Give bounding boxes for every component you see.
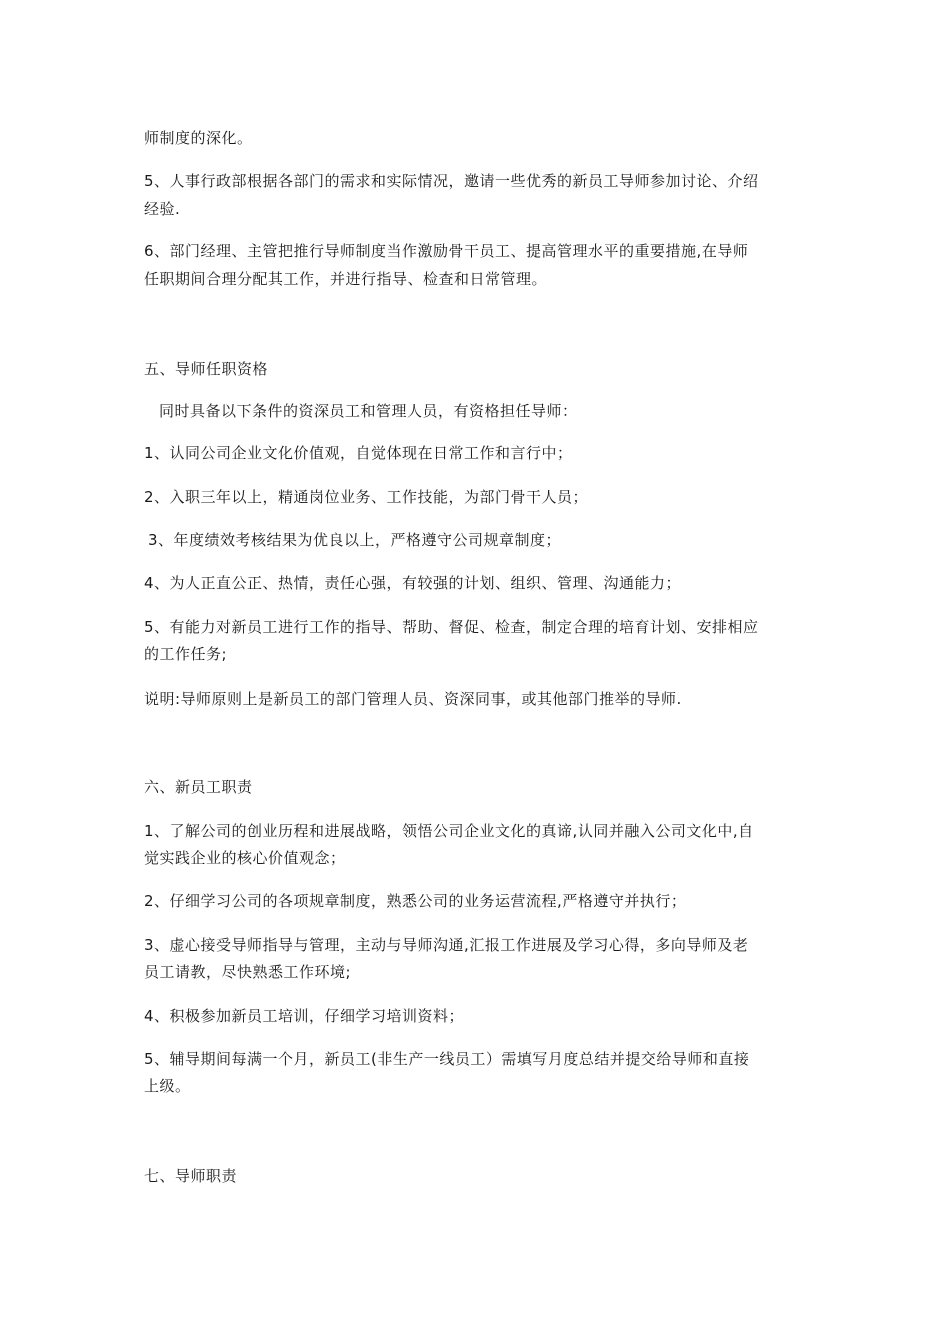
list-item: 4、积极参加新员工培训，仔细学习培训资料； [144,1007,465,1025]
list-item: 1、了解公司的创业历程和进展战略，领悟公司企业文化的真谛,认同并融入公司文化中,自 [144,822,754,840]
text-line: 同时具备以下条件的资深员工和管理人员，有资格担任导师： [159,402,578,420]
list-item: 5、辅导期间每满一个月，新员工(非生产一线员工）需填写月度总结并提交给导师和直接 [144,1050,750,1068]
text-line: 任职期间合理分配其工作，并进行指导、检查和日常管理。 [144,270,548,288]
text-line: 6、部门经理、主管把推行导师制度当作激励骨干员工、提高管理水平的重要措施,在导师 [144,242,749,260]
text-line: 上级。 [144,1077,191,1095]
text-line: 的工作任务; [144,645,228,663]
note-line: 说明:导师原则上是新员工的部门管理人员、资深同事，或其他部门推举的导师. [144,690,682,708]
list-item: 1、认同公司企业文化价值观，自觉体现在日常工作和言行中； [144,444,573,462]
section-heading: 七、导师职责 [144,1167,238,1185]
list-item: 3、虚心接受导师指导与管理，主动与导师沟通,汇报工作进展及学习心得，多向导师及老 [144,936,749,954]
list-item: 4、为人正直公正、热情，责任心强，有较强的计划、组织、管理、沟通能力； [144,574,682,592]
text-line: 师制度的深化。 [144,129,253,147]
list-item: 3、年度绩效考核结果为优良以上，严格遵守公司规章制度； [148,531,562,549]
list-item: 2、仔细学习公司的各项规章制度，熟悉公司的业务运营流程,严格遵守并执行； [144,892,687,910]
list-item: 5、有能力对新员工进行工作的指导、帮助、督促、检查，制定合理的培育计划、安排相应 [144,618,759,636]
text-line: 觉实践企业的核心价值观念； [144,849,346,867]
list-item: 2、入职三年以上，精通岗位业务、工作技能，为部门骨干人员； [144,488,589,506]
text-line: 经验. [144,200,181,218]
text-line: 5、人事行政部根据各部门的需求和实际情况，邀请一些优秀的新员工导师参加讨论、介绍 [144,172,759,190]
section-heading: 六、新员工职责 [144,778,253,796]
text-line: 员工请教，尽快熟悉工作环境; [144,963,352,981]
section-heading: 五、导师任职资格 [144,360,269,378]
